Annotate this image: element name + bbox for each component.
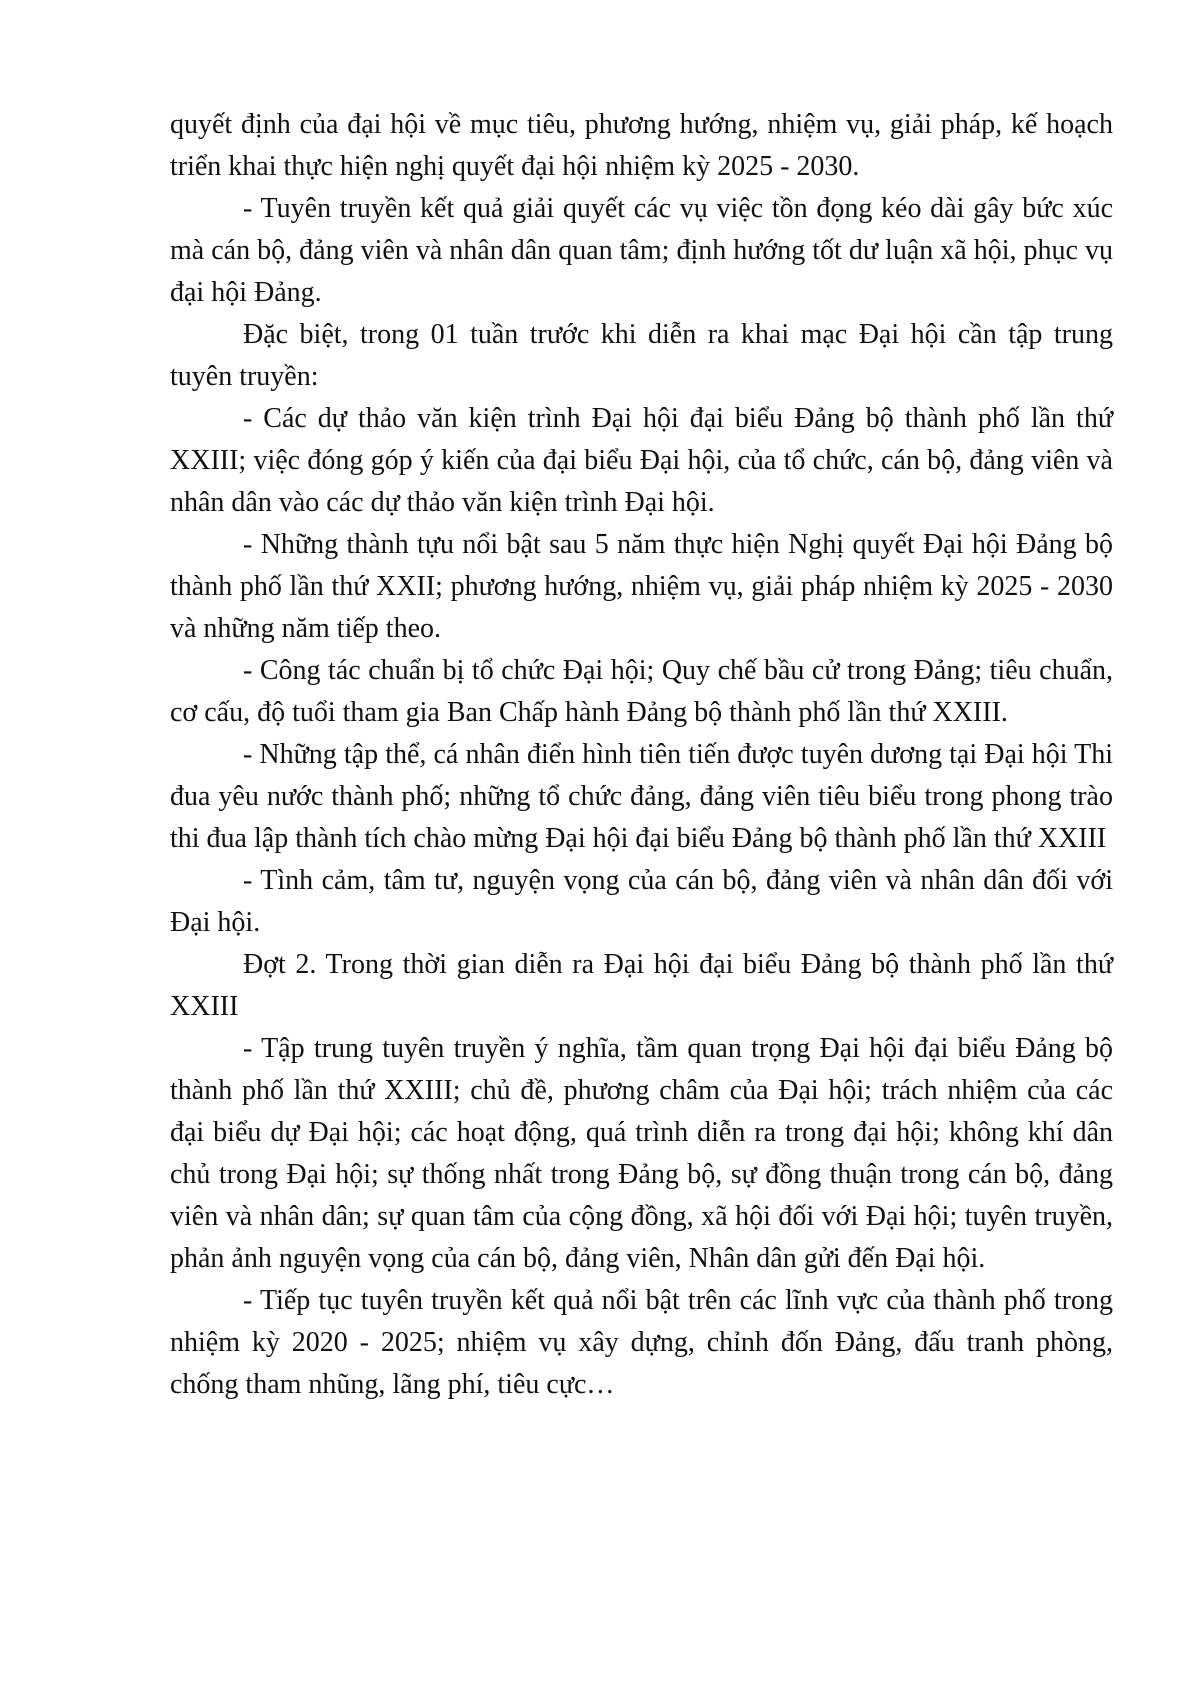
paragraph-bullet-focus-propaganda: - Tập trung tuyên truyền ý nghĩa, tầm quan trọng Đại hội đại biểu Đảng bộ thành phố lần thứ XXIII; chủ đề, phương châm của Đại hội; trách nhiệm của các đại biểu dự Đại hội; các hoạt động, quá trình diễn ra trong đại hội; không khí dân chủ trong Đại hội; sự thống nhất trong Đảng bộ, sự đồng thuận trong cán bộ, đảng viên và nhân dân; sự quan tâm của cộng đồng, xã hội đối với Đại hội; tuyên truyền, phản ảnh nguyện vọng của cán bộ, đảng viên, Nhân dân gửi đến Đại hội. bbox=[170, 1033, 1113, 1274]
paragraph-bullet-resolve-issues: - Tuyên truyền kết quả giải quyết các vụ việc tồn đọng kéo dài gây bức xúc mà cán bộ, đảng viên và nhân dân quan tâm; định hướng tốt dư luận xã hội, phục vụ đại hội Đảng. bbox=[170, 193, 1113, 308]
paragraph-bullet-continue-propaganda: - Tiếp tục tuyên truyền kết quả nổi bật trên các lĩnh vực của thành phố trong nhiệm kỳ 2020 - 2025; nhiệm vụ xây dựng, chỉnh đốn Đảng, đấu tranh phòng, chống tham nhũng, lãng phí, tiêu cực… bbox=[170, 1285, 1113, 1400]
paragraph-bullet-sentiments: - Tình cảm, tâm tư, nguyện vọng của cán bộ, đảng viên và nhân dân đối với Đại hội. bbox=[170, 865, 1113, 938]
paragraph-bullet-preparation: - Công tác chuẩn bị tổ chức Đại hội; Quy chế bầu cử trong Đảng; tiêu chuẩn, cơ cấu, độ tuổi tham gia Ban Chấp hành Đảng bộ thành phố lần thứ XXIII. bbox=[170, 655, 1113, 728]
paragraph-bullet-draft-documents: - Các dự thảo văn kiện trình Đại hội đại biểu Đảng bộ thành phố lần thứ XXIII; việc đóng góp ý kiến của đại biểu Đại hội, của tổ chức, cán bộ, đảng viên và nhân dân vào các dự thảo văn kiện trình Đại hội. bbox=[170, 403, 1113, 518]
paragraph-continuation: quyết định của đại hội về mục tiêu, phương hướng, nhiệm vụ, giải pháp, kế hoạch triển khai thực hiện nghị quyết đại hội nhiệm kỳ 2025 - 2030. bbox=[170, 109, 1113, 182]
paragraph-bullet-achievements: - Những thành tựu nổi bật sau 5 năm thực hiện Nghị quyết Đại hội Đảng bộ thành phố lần thứ XXII; phương hướng, nhiệm vụ, giải pháp nhiệm kỳ 2025 - 2030 và những năm tiếp theo. bbox=[170, 529, 1113, 644]
document-page bbox=[170, 104, 1113, 1406]
paragraph-special-week: Đặc biệt, trong 01 tuần trước khi diễn ra khai mạc Đại hội cần tập trung tuyên truyền: bbox=[170, 319, 1113, 392]
paragraph-bullet-exemplary: - Những tập thể, cá nhân điển hình tiên tiến được tuyên dương tại Đại hội Thi đua yêu nước thành phố; những tổ chức đảng, đảng viên tiêu biểu trong phong trào thi đua lập thành tích chào mừng Đại hội đại biểu Đảng bộ thành phố lần thứ XXIII bbox=[170, 739, 1113, 854]
paragraph-phase-2-heading: Đợt 2. Trong thời gian diễn ra Đại hội đại biểu Đảng bộ thành phố lần thứ XXIII bbox=[170, 949, 1113, 1022]
